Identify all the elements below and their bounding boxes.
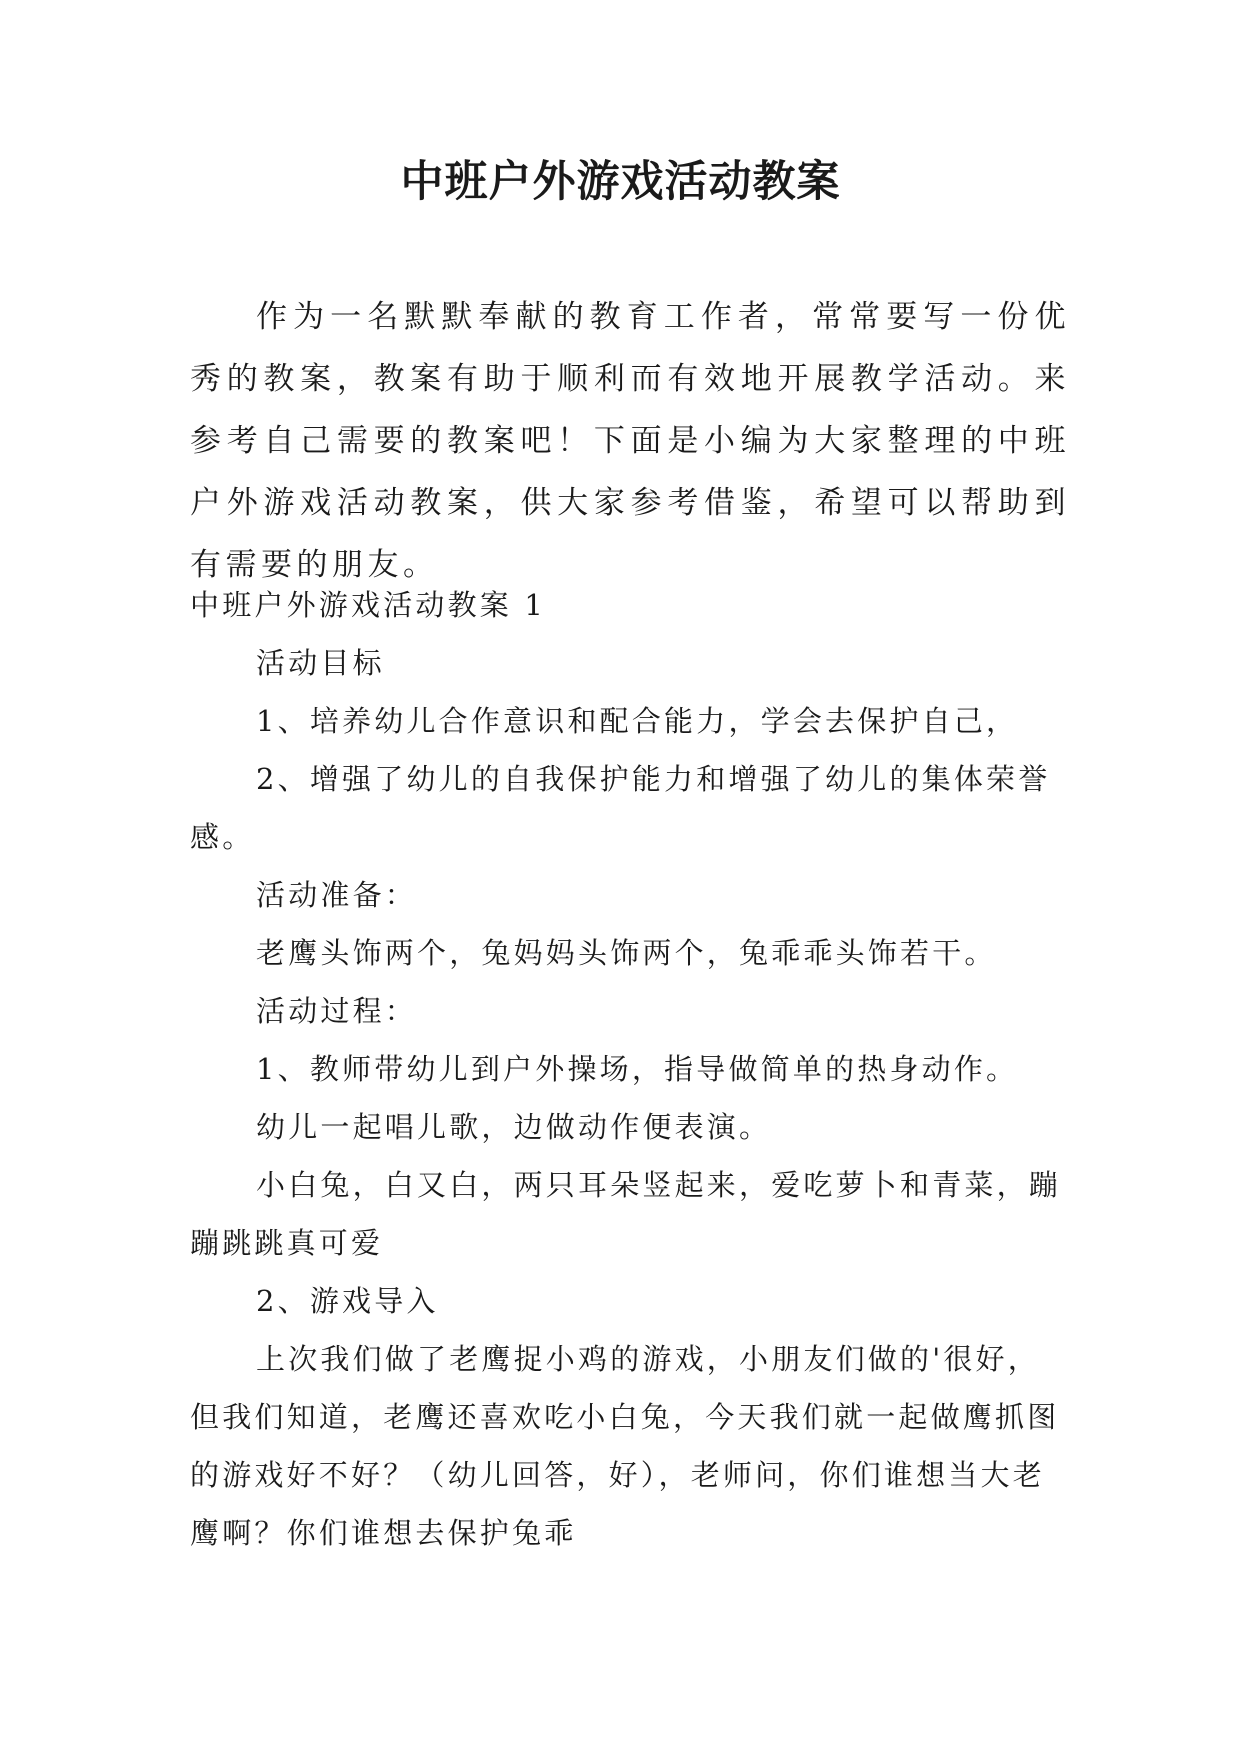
body-paragraph: 小白兔，白又白，两只耳朵竖起来，爱吃萝卜和青菜，蹦蹦跳跳真可爱 (190, 1168, 1062, 1260)
body-paragraph: 老鹰头饰两个，兔妈妈头饰两个，兔乖乖头饰若干。 (256, 936, 997, 970)
document-title: 中班户外游戏活动教案 (400, 157, 841, 207)
body-paragraph: 1、教师带幼儿到户外操场，指导做简单的热身动作。 (256, 1052, 1019, 1086)
intro-paragraph: 作为一名默默奉献的教育工作者，常常要写一份优秀的教案，教案有助于顺利而有效地开展教学活动。来参考自己需要的教案吧！下面是小编为大家整理的中班户外游戏活动教案，供大家参考借鉴，希望可以帮助到有需要的朋友。 (190, 299, 1070, 583)
body-paragraph: 活动准备： (256, 878, 418, 912)
body-paragraph: 上次我们做了老鹰捉小鸡的游戏，小朋友们做的'很好，但我们知道，老鹰还喜欢吃小白兔，今天我们就一起做鹰抓图的游戏好不好？（幼儿回答，好），老师问，你们谁想当大老鹰啊？你们谁想去保护兔乖 (190, 1342, 1060, 1550)
document-body (190, 576, 1070, 1562)
body-paragraph: 2、游戏导入 (256, 1284, 439, 1318)
body-paragraph: 2、增强了幼儿的自我保护能力和增强了幼儿的集体荣誉感。 (190, 762, 1051, 854)
body-paragraph: 1、培养幼儿合作意识和配合能力，学会去保护自己， (256, 704, 1019, 738)
body-paragraph: 活动目标 (256, 646, 385, 680)
body-paragraph: 幼儿一起唱儿歌，边做动作便表演。 (256, 1110, 772, 1144)
section-heading: 中班户外游戏活动教案 1 (190, 588, 547, 622)
body-paragraph: 活动过程： (256, 994, 418, 1028)
